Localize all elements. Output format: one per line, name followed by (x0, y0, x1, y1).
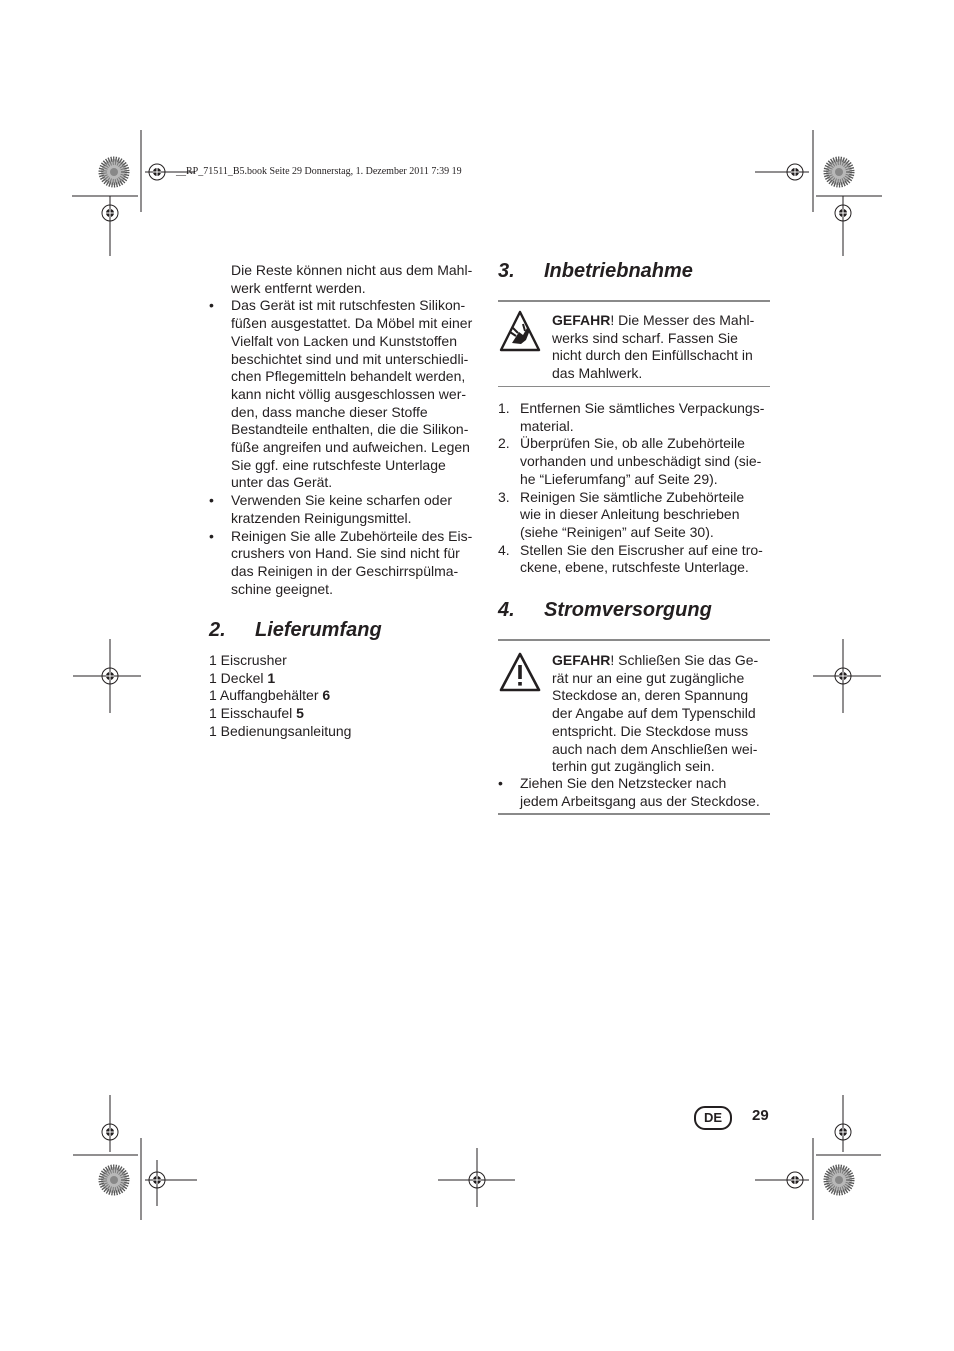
text-line: Reinigen Sie sämtliche Zubehörteile (520, 488, 745, 505)
list-item (498, 400, 770, 435)
color-wheel-icon (826, 159, 852, 185)
list-item (498, 542, 770, 577)
crop-mark-icon (755, 1095, 881, 1220)
text-line: crushers von Hand. Sie sind nicht für (231, 545, 460, 562)
setup-steps (498, 400, 770, 577)
section-rule (498, 300, 770, 302)
text-line: wie in dieser Anleitung beschrieben (520, 506, 740, 523)
intro-continuation (209, 262, 481, 297)
list-item (209, 687, 481, 705)
text-line: Reinigen Sie alle Zubehörteile des Eis- (231, 527, 473, 544)
text-line: he “Lieferumfang” auf Seite 29). (520, 470, 718, 487)
step-number: 2. (498, 435, 510, 452)
warning-text: ! Schließen Sie das Ge- (610, 652, 759, 668)
bullet-icon: • (209, 527, 214, 544)
text-line: schine geeignet. (231, 580, 333, 597)
section-heading-inbetriebnahme (498, 260, 693, 283)
warning-label: GEFAHR (552, 652, 611, 668)
text-line: kratzenden Reinigungsmittel. (231, 509, 412, 526)
section-title: Lieferumfang (255, 619, 382, 641)
text-line: Entfernen Sie sämtliches Verpackungs- (520, 400, 765, 416)
text-line: werk entfernt werden. (231, 279, 366, 296)
crop-mark-icon (72, 130, 195, 256)
step-number: 3. (498, 488, 510, 505)
left-column (209, 262, 481, 598)
step-number: 4. (498, 541, 510, 558)
text-line: Das Gerät ist mit rutschfesten Silikon- (231, 297, 466, 314)
text-line: unter das Gerät. (231, 474, 333, 491)
item-text: 1 Eiscrusher (209, 652, 287, 668)
text-line: Ziehen Sie den Netzstecker nach (520, 775, 727, 791)
page-number: 29 (752, 1107, 769, 1124)
list-item (209, 492, 481, 527)
part-reference: 1 (267, 669, 276, 686)
language-badge: DE (694, 1106, 732, 1130)
color-wheel-icon (826, 1167, 852, 1193)
section-number: 4. (498, 599, 515, 621)
warning-text: ! Die Messer des Mahl- (610, 312, 755, 328)
text-line: beschichtet sind und mit unterschiedli- (231, 350, 469, 367)
text-line: chen Pflegemitteln behandelt werden, (231, 368, 466, 385)
text-line: füße angreifen und aufweichen. Legen (231, 439, 470, 456)
text-line: das Reinigen in der Geschirrspülma- (231, 562, 459, 579)
text-line: jedem Arbeitsgang aus der Steckdose. (520, 792, 760, 809)
list-item (209, 705, 481, 723)
item-text: 1 Deckel (209, 669, 268, 686)
delivery-contents-list (209, 652, 481, 741)
item-text: 1 Bedienungsanleitung (209, 722, 352, 739)
text-line: terhin gut zugänglich sein. (552, 758, 715, 775)
step-number: 1. (498, 400, 510, 416)
text-line: auch nach dem Anschließen wei- (552, 740, 758, 757)
item-text: 1 Eisschaufel (209, 705, 297, 722)
section-rule (498, 639, 770, 641)
warning-note (552, 312, 770, 383)
warning-note (552, 652, 770, 776)
part-reference: 5 (296, 705, 304, 722)
list-item (498, 775, 770, 810)
text-line: entspricht. Die Steckdose muss (552, 722, 749, 739)
text-line: Stellen Sie den Eiscrusher auf eine tro- (520, 541, 763, 558)
text-line: ckene, ebene, rutschfeste Unterlage. (520, 559, 749, 576)
text-line: kann nicht völlig ausgeschlossen wer- (231, 385, 467, 402)
list-item (498, 435, 770, 488)
warning-label: GEFAHR (552, 312, 611, 328)
color-wheel-icon (101, 159, 127, 185)
text-line: der Angabe auf dem Typenschild (552, 705, 756, 722)
crop-mark-icon (73, 1095, 197, 1220)
text-line: Sie ggf. eine rutschfeste Unterlage (231, 456, 446, 473)
section-number: 2. (209, 619, 226, 641)
section-rule (498, 813, 770, 815)
text-line: Steckdose an, deren Spannung (552, 687, 749, 704)
text-line (552, 312, 770, 330)
color-wheel-icon (101, 1167, 127, 1193)
text-line: Die Reste können nicht aus dem Mahl- (231, 262, 473, 278)
item-text: 1 Auffangbehälter (209, 687, 323, 704)
section-number: 3. (498, 260, 515, 282)
text-line: Verwenden Sie keine scharfen oder (231, 492, 453, 509)
bullet-icon: • (498, 775, 503, 791)
section-title: Inbetriebnahme (544, 260, 693, 282)
text-line: material. (520, 417, 574, 434)
part-reference: 6 (322, 687, 331, 704)
list-item (209, 528, 481, 599)
text-line: Vielfalt von Lacken und Kunststoffen (231, 332, 457, 349)
text-line: Bestandteile enthalten, die die Silikon- (231, 421, 469, 438)
bullet-icon: • (209, 297, 214, 314)
text-line: den, dass manche dieser Stoffe (231, 403, 428, 420)
list-item (209, 670, 481, 688)
list-item (209, 652, 481, 670)
section-title: Stromversorgung (544, 599, 712, 621)
text-line: das Mahlwerk. (552, 365, 643, 382)
list-item (209, 723, 481, 741)
bullet-icon: • (209, 492, 214, 509)
text-line: werks sind scharf. Fassen Sie (552, 329, 738, 346)
text-line (552, 652, 770, 670)
warning-triangle-icon (499, 651, 541, 693)
text-line: Überprüfen Sie, ob alle Zubehörteile (520, 435, 745, 452)
print-header-info: __RP_71511_B5.book Seite 29 Donnerstag, 1. Dezember 2011 7:39 19 (176, 166, 462, 177)
text-line: nicht durch den Einfüllschacht in (552, 347, 753, 364)
section-heading-stromversorgung (498, 599, 712, 622)
text-line: füßen ausgestattet. Da Möbel mit einer (231, 315, 473, 332)
section-heading-lieferumfang (209, 619, 382, 642)
section-rule (498, 386, 770, 387)
cut-hand-warning-icon (499, 310, 541, 352)
text-line: rät nur an eine gut zugängliche (552, 669, 745, 686)
list-item (498, 489, 770, 542)
list-item (209, 297, 481, 492)
text-line: vorhanden und unbeschädigt sind (sie- (520, 453, 762, 470)
crop-mark-icon (755, 130, 882, 256)
text-line: (siehe “Reinigen” auf Seite 30). (520, 523, 714, 540)
